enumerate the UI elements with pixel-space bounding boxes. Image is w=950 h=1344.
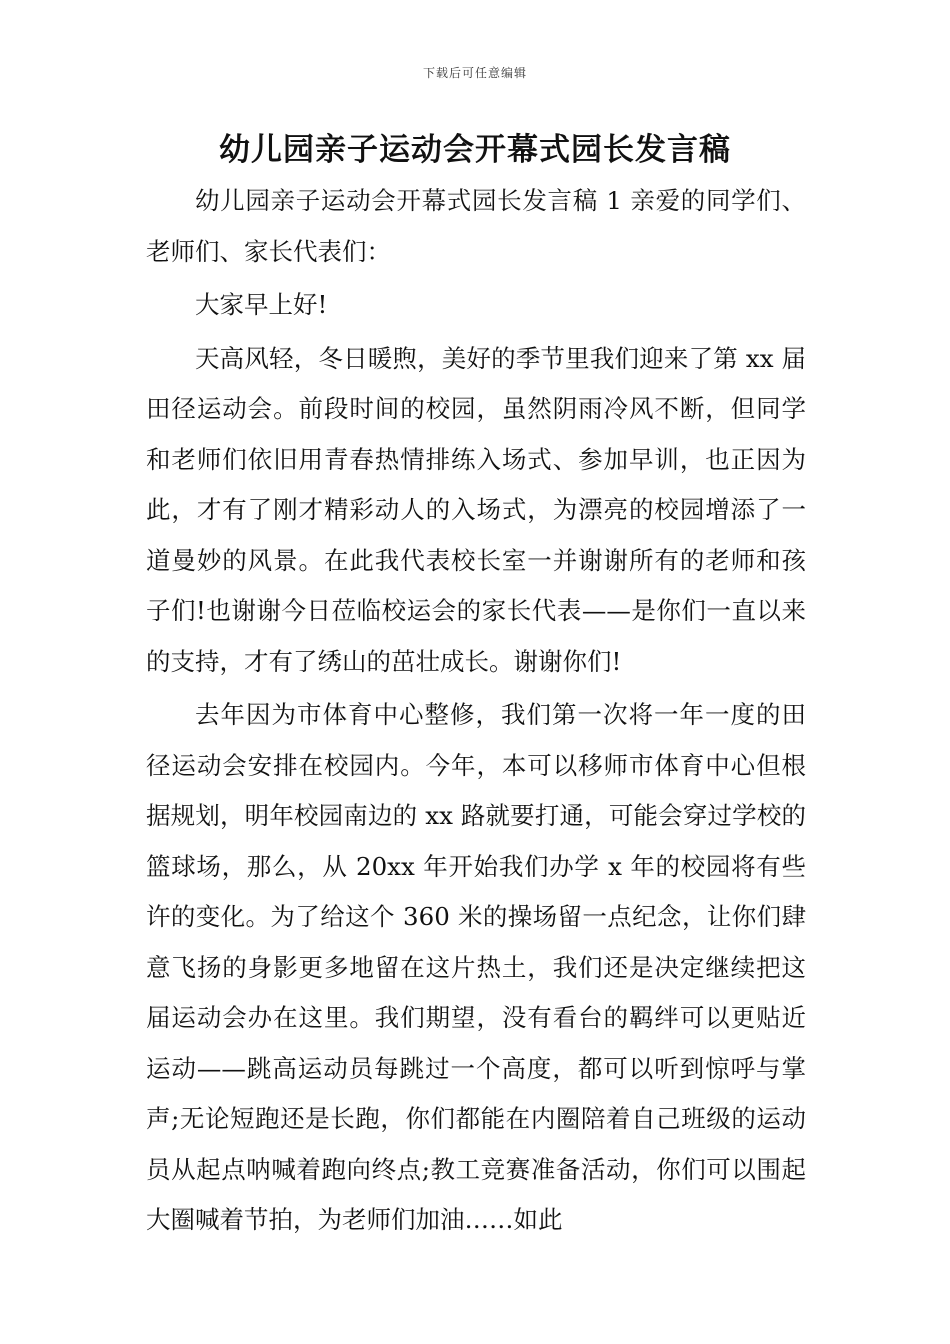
paragraph-greeting: 幼儿园亲子运动会开幕式园长发言稿 1 亲爱的同学们、老师们、家长代表们： <box>146 186 806 266</box>
paragraph-campus-venue: 去年因为市体育中心整修，我们第一次将一年一度的田径运动会安排在校园内。今年，本可以移师市体育中心但根据规划，明年校园南边的 xx 路就要打通，可能会穿过学校的篮球场，那么，从 20xx 年开始我们办学 x 年的校园将有些许的变化。为了给这个 360 米的操场留一点纪念，让你们肆意飞扬的身影更多地留在这片热土，我们还是决定继续把这届运动会办在这里。我们期望，没有看台的羁绊可以更贴近运动——跳高运动员每跳过一个高度，都可以听到惊呼与掌声;无论短跑还是长跑，你们都能在内圈陪着自己班级的运动员从起点呐喊着跑向终点;教工竞赛准备活动，你们可以围起大圈喊着节拍，为老师们加油……如此 <box>146 700 806 1234</box>
document-title: 幼儿园亲子运动会开幕式园长发言稿 <box>219 132 731 168</box>
paragraph-sports-meet: 天高风轻，冬日暖煦，美好的季节里我们迎来了第 xx 届田径运动会。前段时间的校园，虽然阴雨冷风不断，但同学和老师们依旧用青春热情排练入场式、参加早训，也正因为此，才有了刚才精彩动人的入场式，为漂亮的校园增添了一道曼妙的风景。在此我代表校长室一并谢谢所有的老师和孩子们!也谢谢今日莅临校运会的家长代表——是你们一直以来的支持，才有了绣山的茁壮成长。谢谢你们! <box>146 343 806 676</box>
paragraph-good-morning: 大家早上好! <box>195 290 328 319</box>
document-body <box>146 176 806 1249</box>
header-note: 下载后可任意编辑 <box>422 66 527 80</box>
